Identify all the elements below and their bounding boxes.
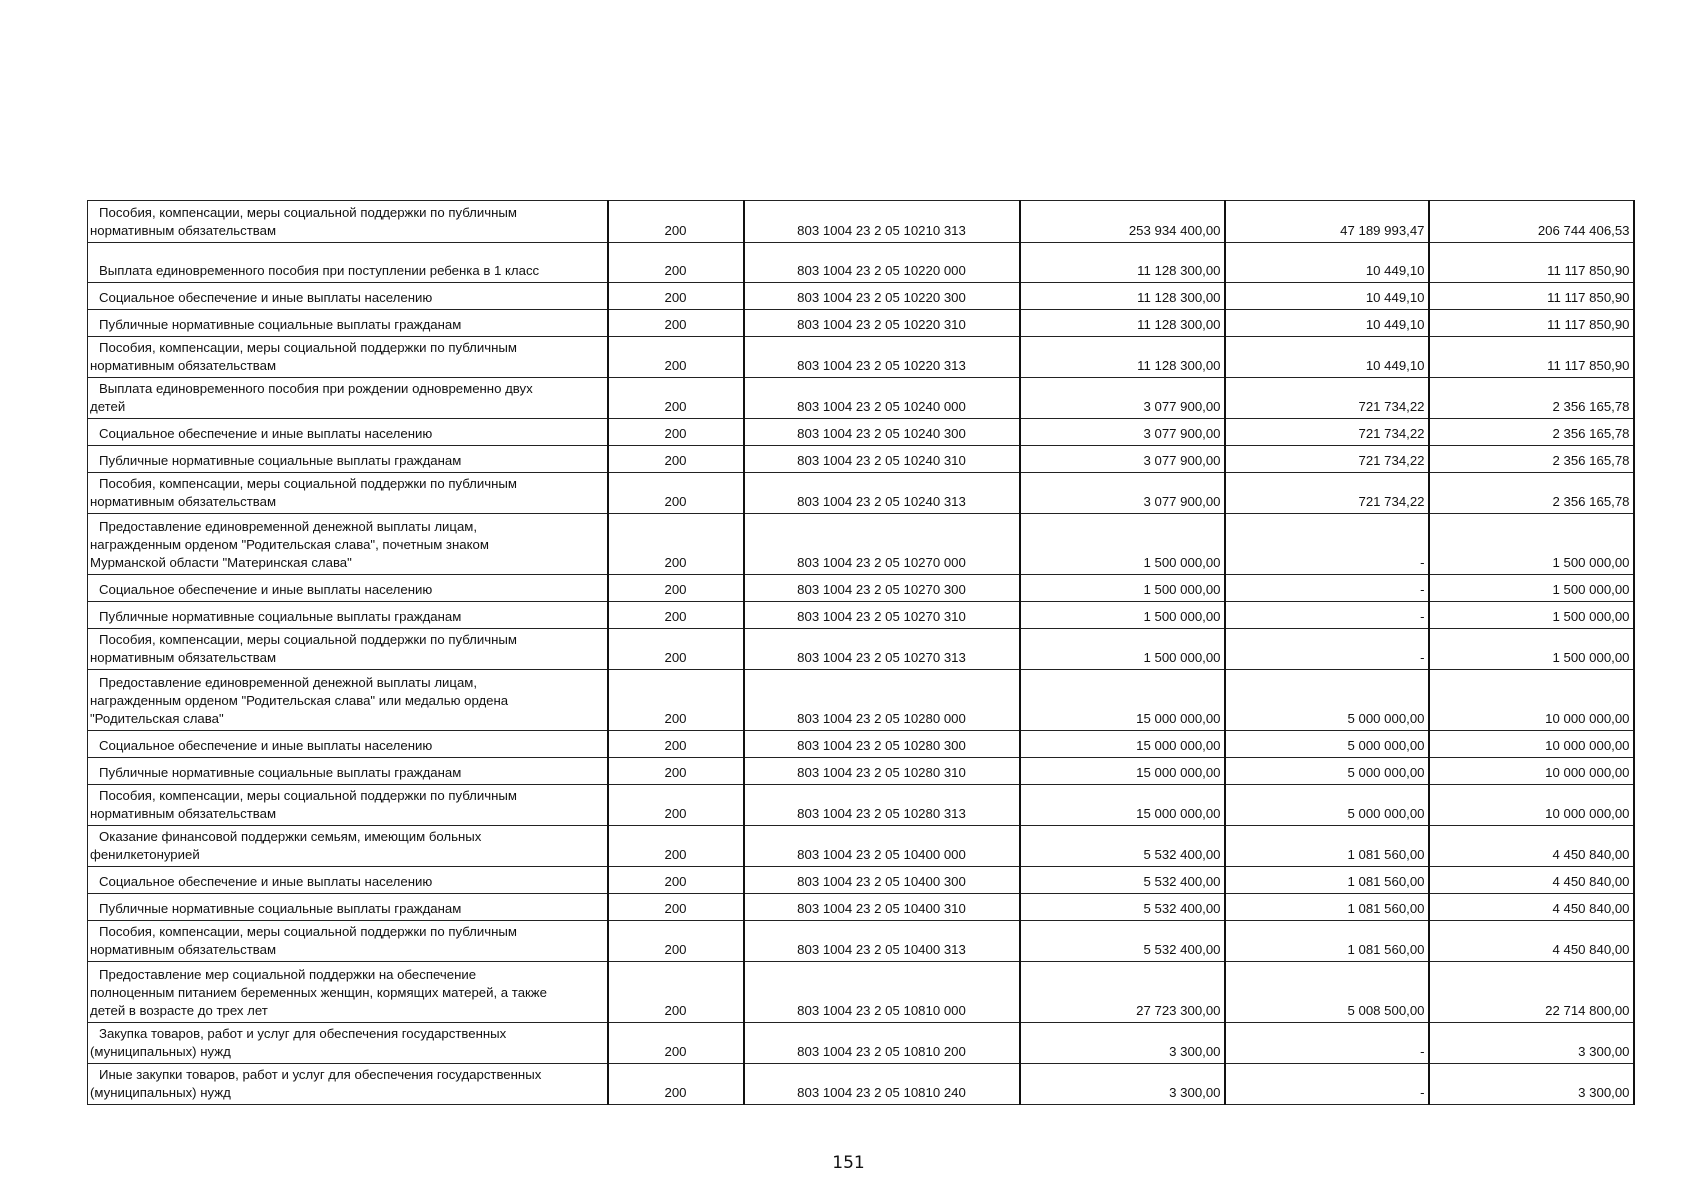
row-executed-cell: - [1225, 514, 1429, 575]
row-line-code-cell: 200 [608, 514, 744, 575]
table-row [88, 473, 1634, 514]
table-row [88, 670, 1634, 731]
table-row [88, 921, 1634, 962]
row-executed-cell: 1 081 560,00 [1225, 921, 1429, 962]
row-budget-code-cell: 803 1004 23 2 05 10210 313 [744, 201, 1020, 243]
row-remaining-cell: 1 500 000,00 [1429, 575, 1634, 602]
table-row [88, 419, 1634, 446]
row-executed-cell: 721 734,22 [1225, 473, 1429, 514]
row-budget-code-cell: 803 1004 23 2 05 10270 000 [744, 514, 1020, 575]
row-executed-cell: 5 000 000,00 [1225, 785, 1429, 826]
row-line-code-cell: 200 [608, 201, 744, 243]
row-approved-cell: 3 300,00 [1020, 1023, 1225, 1064]
row-budget-code-cell: 803 1004 23 2 05 10400 000 [744, 826, 1020, 867]
row-line-code-cell: 200 [608, 446, 744, 473]
row-line-code-cell: 200 [608, 670, 744, 731]
table-row [88, 283, 1634, 310]
row-budget-code-cell: 803 1004 23 2 05 10810 000 [744, 962, 1020, 1023]
row-line-code-cell: 200 [608, 731, 744, 758]
row-remaining-cell: 4 450 840,00 [1429, 921, 1634, 962]
row-name-cell: Публичные нормативные социальные выплаты гражданам [88, 758, 608, 785]
table-row [88, 310, 1634, 337]
row-line-code-cell: 200 [608, 378, 744, 419]
row-remaining-cell: 2 356 165,78 [1429, 446, 1634, 473]
table-row [88, 446, 1634, 473]
row-approved-cell: 3 077 900,00 [1020, 419, 1225, 446]
row-remaining-cell: 4 450 840,00 [1429, 867, 1634, 894]
row-line-code-cell: 200 [608, 283, 744, 310]
row-remaining-cell: 10 000 000,00 [1429, 758, 1634, 785]
row-name-cell: Закупка товаров, работ и услуг для обеспечения государственных (муниципальных) нужд [88, 1023, 608, 1064]
row-line-code-cell: 200 [608, 894, 744, 921]
row-approved-cell: 15 000 000,00 [1020, 785, 1225, 826]
row-budget-code-cell: 803 1004 23 2 05 10400 310 [744, 894, 1020, 921]
table-row [88, 826, 1634, 867]
row-remaining-cell: 11 117 850,90 [1429, 337, 1634, 378]
table-row [88, 378, 1634, 419]
row-executed-cell: - [1225, 575, 1429, 602]
row-remaining-cell: 10 000 000,00 [1429, 731, 1634, 758]
table-row [88, 602, 1634, 629]
row-executed-cell: - [1225, 602, 1429, 629]
row-budget-code-cell: 803 1004 23 2 05 10220 310 [744, 310, 1020, 337]
table-row [88, 1064, 1634, 1105]
row-approved-cell: 5 532 400,00 [1020, 921, 1225, 962]
row-remaining-cell: 3 300,00 [1429, 1023, 1634, 1064]
row-line-code-cell: 200 [608, 758, 744, 785]
row-budget-code-cell: 803 1004 23 2 05 10270 310 [744, 602, 1020, 629]
row-remaining-cell: 10 000 000,00 [1429, 670, 1634, 731]
row-line-code-cell: 200 [608, 419, 744, 446]
row-name-cell: Пособия, компенсации, меры социальной поддержки по публичным нормативным обязательствам [88, 629, 608, 670]
row-budget-code-cell: 803 1004 23 2 05 10280 300 [744, 731, 1020, 758]
table-row [88, 243, 1634, 283]
row-budget-code-cell: 803 1004 23 2 05 10280 000 [744, 670, 1020, 731]
row-name-cell: Предоставление единовременной денежной выплаты лицам, награжденным орденом "Родительская слава", почетным знаком Мурманской области "Материнская слава" [88, 514, 608, 575]
row-name-cell: Иные закупки товаров, работ и услуг для обеспечения государственных (муниципальных) нужд [88, 1064, 608, 1105]
row-name-cell: Публичные нормативные социальные выплаты гражданам [88, 446, 608, 473]
table-row [88, 1023, 1634, 1064]
table-row [88, 758, 1634, 785]
row-name-cell: Социальное обеспечение и иные выплаты населению [88, 575, 608, 602]
row-budget-code-cell: 803 1004 23 2 05 10400 313 [744, 921, 1020, 962]
table-row [88, 962, 1634, 1023]
row-approved-cell: 5 532 400,00 [1020, 867, 1225, 894]
row-name-cell: Пособия, компенсации, меры социальной поддержки по публичным нормативным обязательствам [88, 201, 608, 243]
row-approved-cell: 15 000 000,00 [1020, 731, 1225, 758]
row-line-code-cell: 200 [608, 243, 744, 283]
row-name-cell: Пособия, компенсации, меры социальной поддержки по публичным нормативным обязательствам [88, 921, 608, 962]
row-budget-code-cell: 803 1004 23 2 05 10280 310 [744, 758, 1020, 785]
row-name-cell: Публичные нормативные социальные выплаты гражданам [88, 894, 608, 921]
table-row [88, 201, 1634, 243]
budget-table-body [88, 201, 1634, 1105]
row-executed-cell: 721 734,22 [1225, 378, 1429, 419]
budget-table [87, 200, 1635, 1105]
row-budget-code-cell: 803 1004 23 2 05 10240 300 [744, 419, 1020, 446]
table-row [88, 337, 1634, 378]
row-approved-cell: 15 000 000,00 [1020, 670, 1225, 731]
row-executed-cell: 721 734,22 [1225, 419, 1429, 446]
row-budget-code-cell: 803 1004 23 2 05 10240 313 [744, 473, 1020, 514]
row-budget-code-cell: 803 1004 23 2 05 10240 000 [744, 378, 1020, 419]
row-approved-cell: 11 128 300,00 [1020, 283, 1225, 310]
row-name-cell: Оказание финансовой поддержки семьям, имеющим больных фенилкетонурией [88, 826, 608, 867]
row-approved-cell: 11 128 300,00 [1020, 337, 1225, 378]
row-name-cell: Социальное обеспечение и иные выплаты населению [88, 419, 608, 446]
row-approved-cell: 1 500 000,00 [1020, 629, 1225, 670]
row-executed-cell: 5 008 500,00 [1225, 962, 1429, 1023]
row-line-code-cell: 200 [608, 602, 744, 629]
row-name-cell: Пособия, компенсации, меры социальной поддержки по публичным нормативным обязательствам [88, 337, 608, 378]
row-line-code-cell: 200 [608, 826, 744, 867]
row-budget-code-cell: 803 1004 23 2 05 10270 300 [744, 575, 1020, 602]
row-budget-code-cell: 803 1004 23 2 05 10270 313 [744, 629, 1020, 670]
table-row [88, 629, 1634, 670]
row-name-cell: Выплата единовременного пособия при рождении одновременно двух детей [88, 378, 608, 419]
row-executed-cell: 1 081 560,00 [1225, 867, 1429, 894]
table-row [88, 894, 1634, 921]
row-executed-cell: - [1225, 629, 1429, 670]
row-approved-cell: 5 532 400,00 [1020, 894, 1225, 921]
page-number: 151 [832, 1153, 865, 1173]
row-line-code-cell: 200 [608, 1023, 744, 1064]
row-line-code-cell: 200 [608, 1064, 744, 1105]
row-approved-cell: 253 934 400,00 [1020, 201, 1225, 243]
row-budget-code-cell: 803 1004 23 2 05 10810 200 [744, 1023, 1020, 1064]
row-approved-cell: 27 723 300,00 [1020, 962, 1225, 1023]
row-executed-cell: 1 081 560,00 [1225, 826, 1429, 867]
row-executed-cell: 5 000 000,00 [1225, 731, 1429, 758]
row-approved-cell: 1 500 000,00 [1020, 575, 1225, 602]
row-approved-cell: 1 500 000,00 [1020, 514, 1225, 575]
row-remaining-cell: 1 500 000,00 [1429, 514, 1634, 575]
row-approved-cell: 11 128 300,00 [1020, 243, 1225, 283]
row-line-code-cell: 200 [608, 785, 744, 826]
row-name-cell: Предоставление единовременной денежной выплаты лицам, награжденным орденом "Родительская слава" или медалью ордена "Родительская слава" [88, 670, 608, 731]
table-row [88, 867, 1634, 894]
row-remaining-cell: 206 744 406,53 [1429, 201, 1634, 243]
row-budget-code-cell: 803 1004 23 2 05 10280 313 [744, 785, 1020, 826]
row-approved-cell: 3 300,00 [1020, 1064, 1225, 1105]
row-budget-code-cell: 803 1004 23 2 05 10240 310 [744, 446, 1020, 473]
row-executed-cell: 10 449,10 [1225, 243, 1429, 283]
row-budget-code-cell: 803 1004 23 2 05 10400 300 [744, 867, 1020, 894]
row-executed-cell: - [1225, 1064, 1429, 1105]
row-remaining-cell: 11 117 850,90 [1429, 310, 1634, 337]
row-remaining-cell: 11 117 850,90 [1429, 243, 1634, 283]
row-approved-cell: 11 128 300,00 [1020, 310, 1225, 337]
row-name-cell: Социальное обеспечение и иные выплаты населению [88, 731, 608, 758]
row-remaining-cell: 11 117 850,90 [1429, 283, 1634, 310]
row-budget-code-cell: 803 1004 23 2 05 10220 313 [744, 337, 1020, 378]
row-name-cell: Публичные нормативные социальные выплаты гражданам [88, 310, 608, 337]
row-remaining-cell: 4 450 840,00 [1429, 826, 1634, 867]
table-row [88, 731, 1634, 758]
row-line-code-cell: 200 [608, 575, 744, 602]
row-line-code-cell: 200 [608, 473, 744, 514]
row-name-cell: Публичные нормативные социальные выплаты гражданам [88, 602, 608, 629]
row-executed-cell: 10 449,10 [1225, 337, 1429, 378]
row-remaining-cell: 2 356 165,78 [1429, 473, 1634, 514]
row-remaining-cell: 1 500 000,00 [1429, 629, 1634, 670]
row-executed-cell: 47 189 993,47 [1225, 201, 1429, 243]
row-remaining-cell: 22 714 800,00 [1429, 962, 1634, 1023]
row-approved-cell: 3 077 900,00 [1020, 446, 1225, 473]
row-remaining-cell: 2 356 165,78 [1429, 378, 1634, 419]
row-name-cell: Пособия, компенсации, меры социальной поддержки по публичным нормативным обязательствам [88, 473, 608, 514]
row-name-cell: Социальное обеспечение и иные выплаты населению [88, 283, 608, 310]
row-executed-cell: 5 000 000,00 [1225, 670, 1429, 731]
row-name-cell: Предоставление мер социальной поддержки на обеспечение полноценным питанием беременных женщин, кормящих матерей, а также детей в возрасте до трех лет [88, 962, 608, 1023]
table-row [88, 514, 1634, 575]
row-line-code-cell: 200 [608, 867, 744, 894]
row-approved-cell: 3 077 900,00 [1020, 378, 1225, 419]
row-remaining-cell: 4 450 840,00 [1429, 894, 1634, 921]
row-line-code-cell: 200 [608, 629, 744, 670]
row-remaining-cell: 2 356 165,78 [1429, 419, 1634, 446]
row-approved-cell: 3 077 900,00 [1020, 473, 1225, 514]
row-budget-code-cell: 803 1004 23 2 05 10810 240 [744, 1064, 1020, 1105]
row-executed-cell: 721 734,22 [1225, 446, 1429, 473]
table-row [88, 785, 1634, 826]
row-budget-code-cell: 803 1004 23 2 05 10220 000 [744, 243, 1020, 283]
row-remaining-cell: 1 500 000,00 [1429, 602, 1634, 629]
row-line-code-cell: 200 [608, 962, 744, 1023]
row-name-cell: Выплата единовременного пособия при поступлении ребенка в 1 класс [88, 243, 608, 283]
row-approved-cell: 15 000 000,00 [1020, 758, 1225, 785]
row-line-code-cell: 200 [608, 337, 744, 378]
row-line-code-cell: 200 [608, 921, 744, 962]
row-executed-cell: 10 449,10 [1225, 283, 1429, 310]
row-executed-cell: 5 000 000,00 [1225, 758, 1429, 785]
row-executed-cell: 1 081 560,00 [1225, 894, 1429, 921]
row-approved-cell: 5 532 400,00 [1020, 826, 1225, 867]
row-budget-code-cell: 803 1004 23 2 05 10220 300 [744, 283, 1020, 310]
row-executed-cell: 10 449,10 [1225, 310, 1429, 337]
row-name-cell: Социальное обеспечение и иные выплаты населению [88, 867, 608, 894]
row-remaining-cell: 3 300,00 [1429, 1064, 1634, 1105]
table-row [88, 575, 1634, 602]
row-name-cell: Пособия, компенсации, меры социальной поддержки по публичным нормативным обязательствам [88, 785, 608, 826]
row-approved-cell: 1 500 000,00 [1020, 602, 1225, 629]
row-remaining-cell: 10 000 000,00 [1429, 785, 1634, 826]
row-executed-cell: - [1225, 1023, 1429, 1064]
row-line-code-cell: 200 [608, 310, 744, 337]
